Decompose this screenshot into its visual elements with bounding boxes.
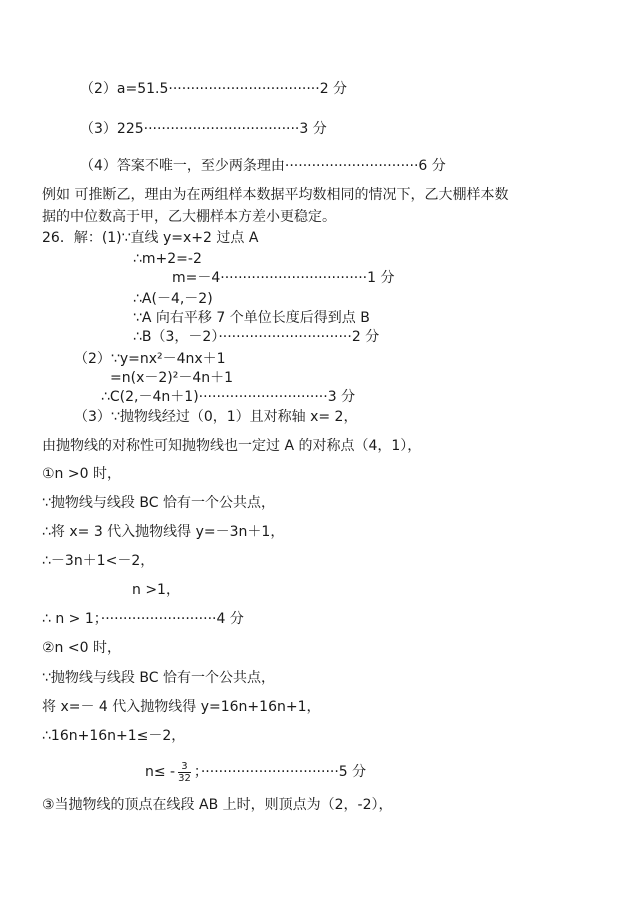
part2-eq2: =n(x－2)²－4n＋1 — [110, 370, 234, 386]
step-point-a: ∴A(－4,－2) — [133, 291, 213, 307]
step-m-value: m=－4·································1 分 — [172, 270, 395, 286]
q26-heading: 26．解：(1)∵直线 y=x+2 过点 A — [42, 230, 259, 246]
symmetry-line: 由抛物线的对称性可知抛物线也一定过 A 的对称点（4，1）， — [42, 438, 422, 454]
step-m-eq: ∴m+2=-2 — [133, 251, 202, 267]
case2-line2: 将 x=－ 4 代入抛物线得 y=16n+16n+1， — [42, 699, 321, 715]
answer-part-2: （2）a=51.5··································2 分 — [80, 81, 348, 97]
fraction-numerator: 3 — [178, 761, 191, 773]
case2-line3: ∴16n+16n+1≤－2， — [42, 728, 186, 744]
case2-result-suffix: ；·······························5 分 — [193, 764, 367, 780]
fraction-denominator: 32 — [178, 772, 191, 784]
case3-heading: ③当抛物线的顶点在线段 AB 上时，则顶点为（2，-2）， — [42, 797, 393, 813]
case1-line3: ∴－3n＋1<－2， — [42, 553, 155, 569]
case1-line4: n >1， — [132, 582, 180, 598]
case2-result-prefix: n≤ - — [145, 764, 176, 780]
answer-part-4: （4）答案不唯一，至少两条理由······························6 分 — [80, 158, 446, 174]
step-translate: ∵A 向右平移 7 个单位长度后得到点 B — [133, 310, 370, 326]
example-line-1: 例如 可推断乙，理由为在两组样本数据平均数相同的情况下，乙大棚样本数 — [42, 187, 509, 203]
case1-heading: ①n >0 时， — [42, 466, 121, 482]
step-point-b: ∴B（3，－2）······························2 分 — [133, 329, 380, 345]
part2-point-c: ∴C(2,－4n＋1)·····························3 分 — [101, 389, 356, 405]
case2-result — [145, 758, 366, 786]
part2-eq1: （2）∵y=nx²－4nx＋1 — [74, 351, 226, 367]
answer-part-3: （3）225···································3 分 — [80, 121, 327, 137]
case1-line1: ∵抛物线与线段 BC 恰有一个公共点， — [42, 495, 275, 511]
example-line-2: 据的中位数高于甲，乙大棚样本方差小更稳定。 — [42, 209, 336, 225]
case1-line2: ∴将 x= 3 代入抛物线得 y=－3n＋1， — [42, 524, 285, 540]
case2-line1: ∵抛物线与线段 BC 恰有一个公共点， — [42, 670, 275, 686]
fraction — [178, 761, 191, 784]
case2-heading: ②n <0 时， — [42, 640, 121, 656]
part3-heading: （3）∵抛物线经过（0，1）且对称轴 x= 2， — [74, 409, 358, 425]
case1-result: ∴ n > 1；··························4 分 — [42, 611, 244, 627]
